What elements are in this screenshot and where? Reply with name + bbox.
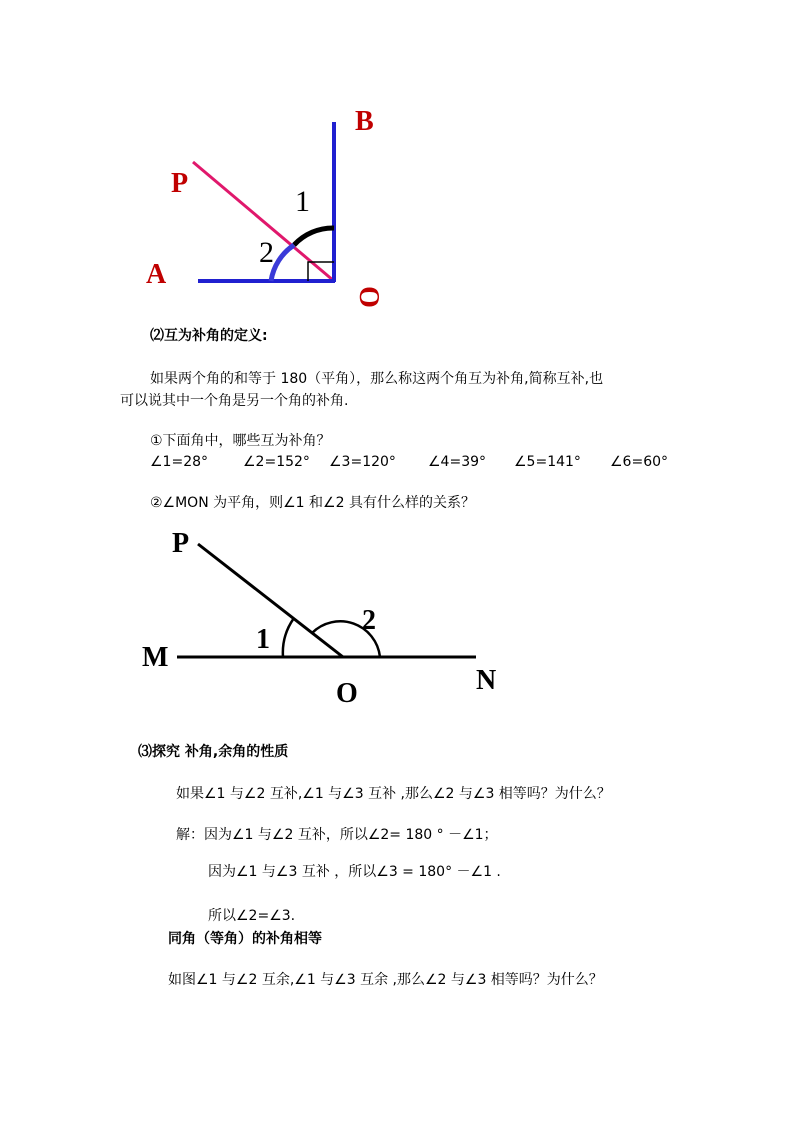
label-n: N xyxy=(476,665,497,696)
figure-2-straight-angle xyxy=(0,520,794,720)
question-4: 如图∠1 与∠2 互余,∠1 与∠3 互余 ,那么∠2 与∠3 相等吗？为什么？ xyxy=(168,972,603,988)
angle-item: ∠5=141° xyxy=(514,454,581,470)
angle-item: ∠2=152° xyxy=(243,454,310,470)
solution-line-3: 所以∠2=∠3. xyxy=(208,908,296,924)
label-angle-2: 2 xyxy=(259,236,274,269)
label-p: P xyxy=(172,528,190,559)
label-angle-1: 1 xyxy=(256,624,270,655)
label-m: M xyxy=(142,642,169,673)
label-a: A xyxy=(146,259,167,290)
solution-line-2: 因为∠1 与∠3 互补 ，所以∠3 = 180° －∠1 . xyxy=(208,864,501,880)
ray-op xyxy=(198,544,343,657)
arc-angle-2 xyxy=(271,245,294,281)
label-angle-1: 1 xyxy=(295,185,310,218)
section-3-heading: ⑶探究 补角,余角的性质 xyxy=(138,744,289,760)
label-angle-2: 2 xyxy=(362,605,376,636)
definition-line-1: 如果两个角的和等于 180（平角），那么称这两个角互为补角,简称互补,也 xyxy=(150,371,604,387)
question-3: 如果∠1 与∠2 互补,∠1 与∠3 互补 ,那么∠2 与∠3 相等吗？为什么？ xyxy=(176,786,611,802)
question-2: ②∠MON 为平角，则∠1 和∠2 具有什么样的关系？ xyxy=(150,495,475,511)
angle-item: ∠3=120° xyxy=(329,454,396,470)
label-o: O xyxy=(352,286,384,308)
label-p: P xyxy=(171,168,189,199)
conclusion: 同角（等角）的补角相等 xyxy=(168,931,322,947)
angle-item: ∠6=60° xyxy=(610,454,669,470)
label-b: B xyxy=(355,106,374,137)
definition-line-2: 可以说其中一个角是另一个角的补角. xyxy=(120,393,349,409)
arc-angle-1 xyxy=(294,228,334,245)
arc-angle-1 xyxy=(283,618,294,657)
angle-item: ∠1=28° xyxy=(150,454,209,470)
angle-item: ∠4=39° xyxy=(428,454,487,470)
figure-1-complementary-angles xyxy=(0,0,794,320)
label-o: O xyxy=(336,678,358,709)
section-2-heading: ⑵互为补角的定义: xyxy=(150,328,268,344)
solution-line-1: 解：因为∠1 与∠2 互补，所以∠2= 180 ° －∠1； xyxy=(176,827,498,843)
question-1: ①下面角中，哪些互为补角？ xyxy=(150,433,331,449)
